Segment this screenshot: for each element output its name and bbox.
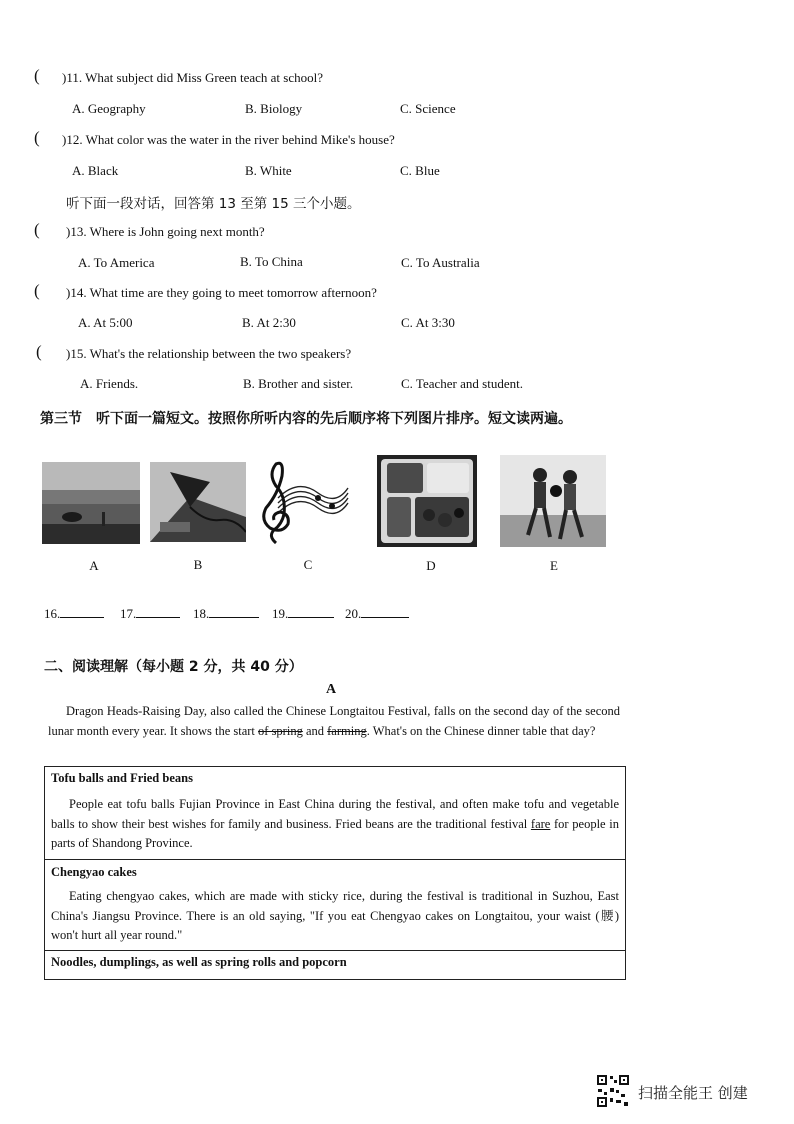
- answer-blank-20[interactable]: 20.: [345, 605, 409, 622]
- answer-blank-18[interactable]: 18.: [193, 605, 259, 622]
- passage-intro: Dragon Heads-Raising Day, also called the Chinese Longtaitou Festival, falls on the second day of the second lunar month every year. It shows the start of spring and farming. What's on the Chinese dinner table that day?: [48, 704, 620, 738]
- row-heading: Noodles, dumplings, as well as spring rolls and popcorn: [51, 955, 347, 969]
- question-stem: )15. What's the relationship between the two speakers?: [66, 346, 352, 361]
- passage-letter: A: [326, 682, 337, 697]
- table-row-divider: [45, 950, 625, 951]
- option-b: B. To China: [240, 254, 303, 269]
- basketball-players-photo: [500, 455, 606, 547]
- treble-clef-music-icon: [258, 458, 350, 548]
- option-b: B. At 2:30: [242, 315, 296, 330]
- question-stem: )14. What time are they going to meet tomorrow afternoon?: [66, 285, 377, 300]
- scanner-watermark: 扫描全能王 创建: [638, 1084, 748, 1102]
- row-text: People eat tofu balls Fujian Province in East China during the festival, and often make tofu and vegetable balls to show their best wishes for family and business. Fried beans are the traditional festival fare for people in parts of Shandong Province.: [51, 797, 619, 850]
- picture-label-d: D: [426, 558, 436, 573]
- answer-paren: (: [34, 66, 40, 85]
- answer-paren: (: [36, 342, 42, 361]
- option-b: B. Biology: [245, 101, 303, 116]
- qr-code-icon: [596, 1074, 630, 1108]
- table-row-divider: [45, 859, 625, 860]
- question-stem: )11. What subject did Miss Green teach at school?: [62, 70, 324, 85]
- option-b: B. Brother and sister.: [243, 376, 354, 391]
- option-c: C. Teacher and student.: [401, 376, 523, 391]
- beach-scene-photo: [42, 462, 140, 544]
- option-a: A. Friends.: [80, 376, 139, 391]
- option-a: A. To America: [78, 255, 155, 270]
- answer-paren: (: [34, 220, 40, 239]
- option-c: C. To Australia: [401, 255, 480, 270]
- answer-paren: (: [34, 128, 40, 147]
- section3-title: 第三节 听下面一篇短文。按照你所听内容的先后顺序将下列图片排序。短文读两遍。: [40, 411, 572, 427]
- picture-label-e: E: [550, 558, 558, 573]
- option-a: A. Black: [72, 163, 119, 178]
- picture-label-a: A: [89, 558, 99, 573]
- option-a: A. At 5:00: [78, 315, 133, 330]
- answer-blank-19[interactable]: 19.: [272, 605, 334, 622]
- picture-label-c: C: [303, 557, 313, 572]
- option-c: C. Science: [400, 101, 456, 116]
- option-b: B. White: [245, 163, 292, 178]
- row-heading: Chengyao cakes: [51, 865, 137, 879]
- part2-title: 二、阅读理解（每小题 2 分，共 40 分）: [44, 659, 303, 675]
- option-c: C. Blue: [400, 163, 440, 178]
- question-stem: )12. What color was the water in the river behind Mike's house?: [62, 132, 395, 147]
- answer-paren: (: [34, 281, 40, 300]
- row-text: Eating chengyao cakes, which are made with sticky rice, during the festival is traditional in Suzhou, East China's Jiangsu Province. There is an old saying, "If you eat Chengyao cakes on Longtaitou, your waist (腰) won't hurt all year round.": [51, 889, 619, 942]
- food-table: [44, 766, 626, 980]
- dialogue-instruction: 听下面一段对话，回答第 13 至第 15 三个小题。: [66, 196, 361, 212]
- kite-flying-photo: [150, 462, 246, 542]
- option-a: A. Geography: [72, 101, 146, 116]
- question-stem: )13. Where is John going next month?: [66, 224, 265, 239]
- answer-blank-16[interactable]: 16.: [44, 605, 104, 622]
- picture-label-b: B: [193, 557, 203, 572]
- option-c: C. At 3:30: [401, 315, 455, 330]
- lunch-box-photo: [377, 455, 477, 547]
- answer-blank-17[interactable]: 17.: [120, 605, 180, 622]
- row-heading: Tofu balls and Fried beans: [51, 771, 193, 785]
